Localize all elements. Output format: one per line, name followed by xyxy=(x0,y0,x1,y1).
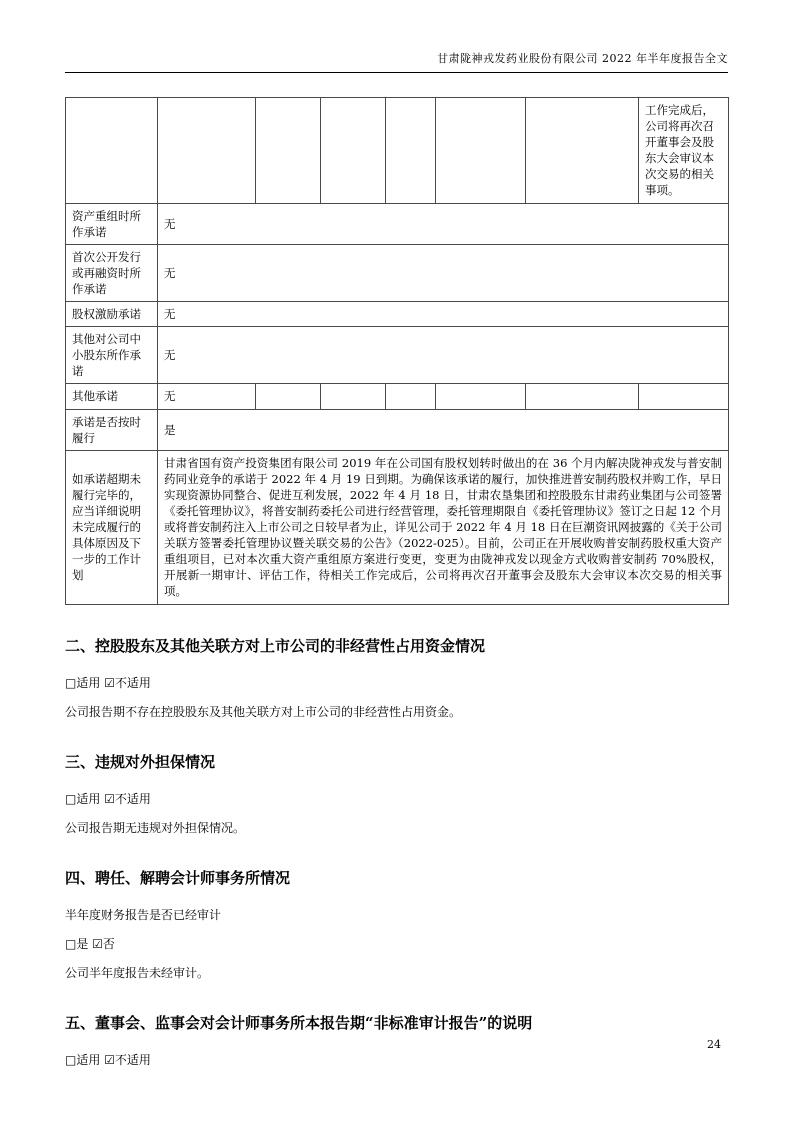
section-3-heading: 三、违规对外担保情况 xyxy=(65,752,216,771)
empty-cell xyxy=(256,384,321,409)
table-row-minority-shareholders xyxy=(66,327,729,384)
row-value-paragraph: 甘肃省国有资产投资集团有限公司 2019 年在公司国有股权划转时做出的在 36 个月内解决陇神戎发与普安制药同业竞争的承诺于 2022 年 4 月 19 日到期。为确保该承诺的履行，加快推进普安制药股权并购工作，早日实现资源协同整合、促进互利发展，2022 年 4 月 18 日，甘肃农垦集团和控股股东甘肃药业集团与公司签署《委托管理协议》，将普安制药委托公司进行经营管理，委托管理期限自《委托管理协议》签订之日起 12 个月或将普安制药注入上市公司之日较早者为止，详见公司于 2022 年 4 月 18 日在巨潮资讯网披露的《关于公司关联方签署委托管理协议暨关联交易的公告》（2022-025）。目前，公司正在开展收购普安制药股权重大资产重组项目，已对本次重大资产重组原方案进行变更，变更为由陇神戎发以现金方式收购普安制药 70%股权，开展新一期审计、评估工作，待相关工作完成后，公司将再次召开董事会及股东大会审议本次交易的相关事项。 xyxy=(158,450,729,604)
commitment-progress-cell: 工作完成后，公司将再次召开董事会及股东大会审议本次交易的相关事项。 xyxy=(639,98,729,204)
empty-cell xyxy=(436,98,526,204)
row-label: 如承诺超期未履行完毕的，应当详细说明未完成履行的具体原因及下一步的工作计划 xyxy=(66,450,158,604)
table-row-other-commitments xyxy=(66,384,729,409)
row-value: 是 xyxy=(158,409,729,450)
empty-cell xyxy=(321,384,386,409)
row-label: 资产重组时所作承诺 xyxy=(66,203,158,244)
row-value: 无 xyxy=(158,327,729,384)
section-5-applicability: □适用 ☑不适用 xyxy=(65,1052,151,1067)
row-label: 其他对公司中小股东所作承诺 xyxy=(66,327,158,384)
empty-cell xyxy=(639,384,729,409)
section-5 xyxy=(65,1012,728,1069)
empty-cell xyxy=(526,384,639,409)
row-value: 无 xyxy=(158,244,729,301)
table-row-timely-fulfillment xyxy=(66,409,729,450)
table-row-asset-restructuring xyxy=(66,203,729,244)
empty-cell xyxy=(526,98,639,204)
empty-cell xyxy=(66,98,158,204)
section-4-body: 公司半年度报告未经审计。 xyxy=(65,965,210,980)
section-4-applicability: □是 ☑否 xyxy=(65,936,115,951)
page-number: 24 xyxy=(707,1038,721,1051)
table-row-overdue-explanation xyxy=(66,450,729,604)
row-value: 无 xyxy=(158,384,256,409)
empty-cell xyxy=(386,384,436,409)
empty-cell xyxy=(321,98,386,204)
row-value: 无 xyxy=(158,203,729,244)
section-3-body: 公司报告期无违规对外担保情况。 xyxy=(65,820,246,835)
empty-cell xyxy=(436,384,526,409)
row-label: 股权激励承诺 xyxy=(66,302,158,327)
empty-cell xyxy=(256,98,321,204)
row-label: 首次公开发行或再融资时所作承诺 xyxy=(66,244,158,301)
empty-cell xyxy=(158,98,256,204)
table-row-continuation xyxy=(66,98,729,204)
section-2-heading: 二、控股股东及其他关联方对上市公司的非经营性占用资金情况 xyxy=(65,636,486,655)
section-3 xyxy=(65,751,728,837)
row-value: 无 xyxy=(158,302,729,327)
commitments-table xyxy=(65,97,729,605)
row-label: 其他承诺 xyxy=(66,384,158,409)
section-2 xyxy=(65,635,728,721)
row-label: 承诺是否按时履行 xyxy=(66,409,158,450)
section-2-applicability: □适用 ☑不适用 xyxy=(65,675,151,690)
empty-cell xyxy=(386,98,436,204)
table-row-ipo-refinancing xyxy=(66,244,729,301)
section-2-body: 公司报告期不存在控股股东及其他关联方对上市公司的非经营性占用资金。 xyxy=(65,704,462,719)
section-5-heading: 五、董事会、监事会对会计师事务所本报告期“非标准审计报告”的说明 xyxy=(65,1013,533,1032)
section-4-question: 半年度财务报告是否已经审计 xyxy=(65,907,222,922)
section-4 xyxy=(65,867,728,982)
table-row-equity-incentive xyxy=(66,302,729,327)
section-3-applicability: □适用 ☑不适用 xyxy=(65,791,151,806)
document-header: 甘肃陇神戎发药业股份有限公司 2022 年半年度报告全文 xyxy=(65,50,728,73)
section-4-heading: 四、聘任、解聘会计师事务所情况 xyxy=(65,868,291,887)
